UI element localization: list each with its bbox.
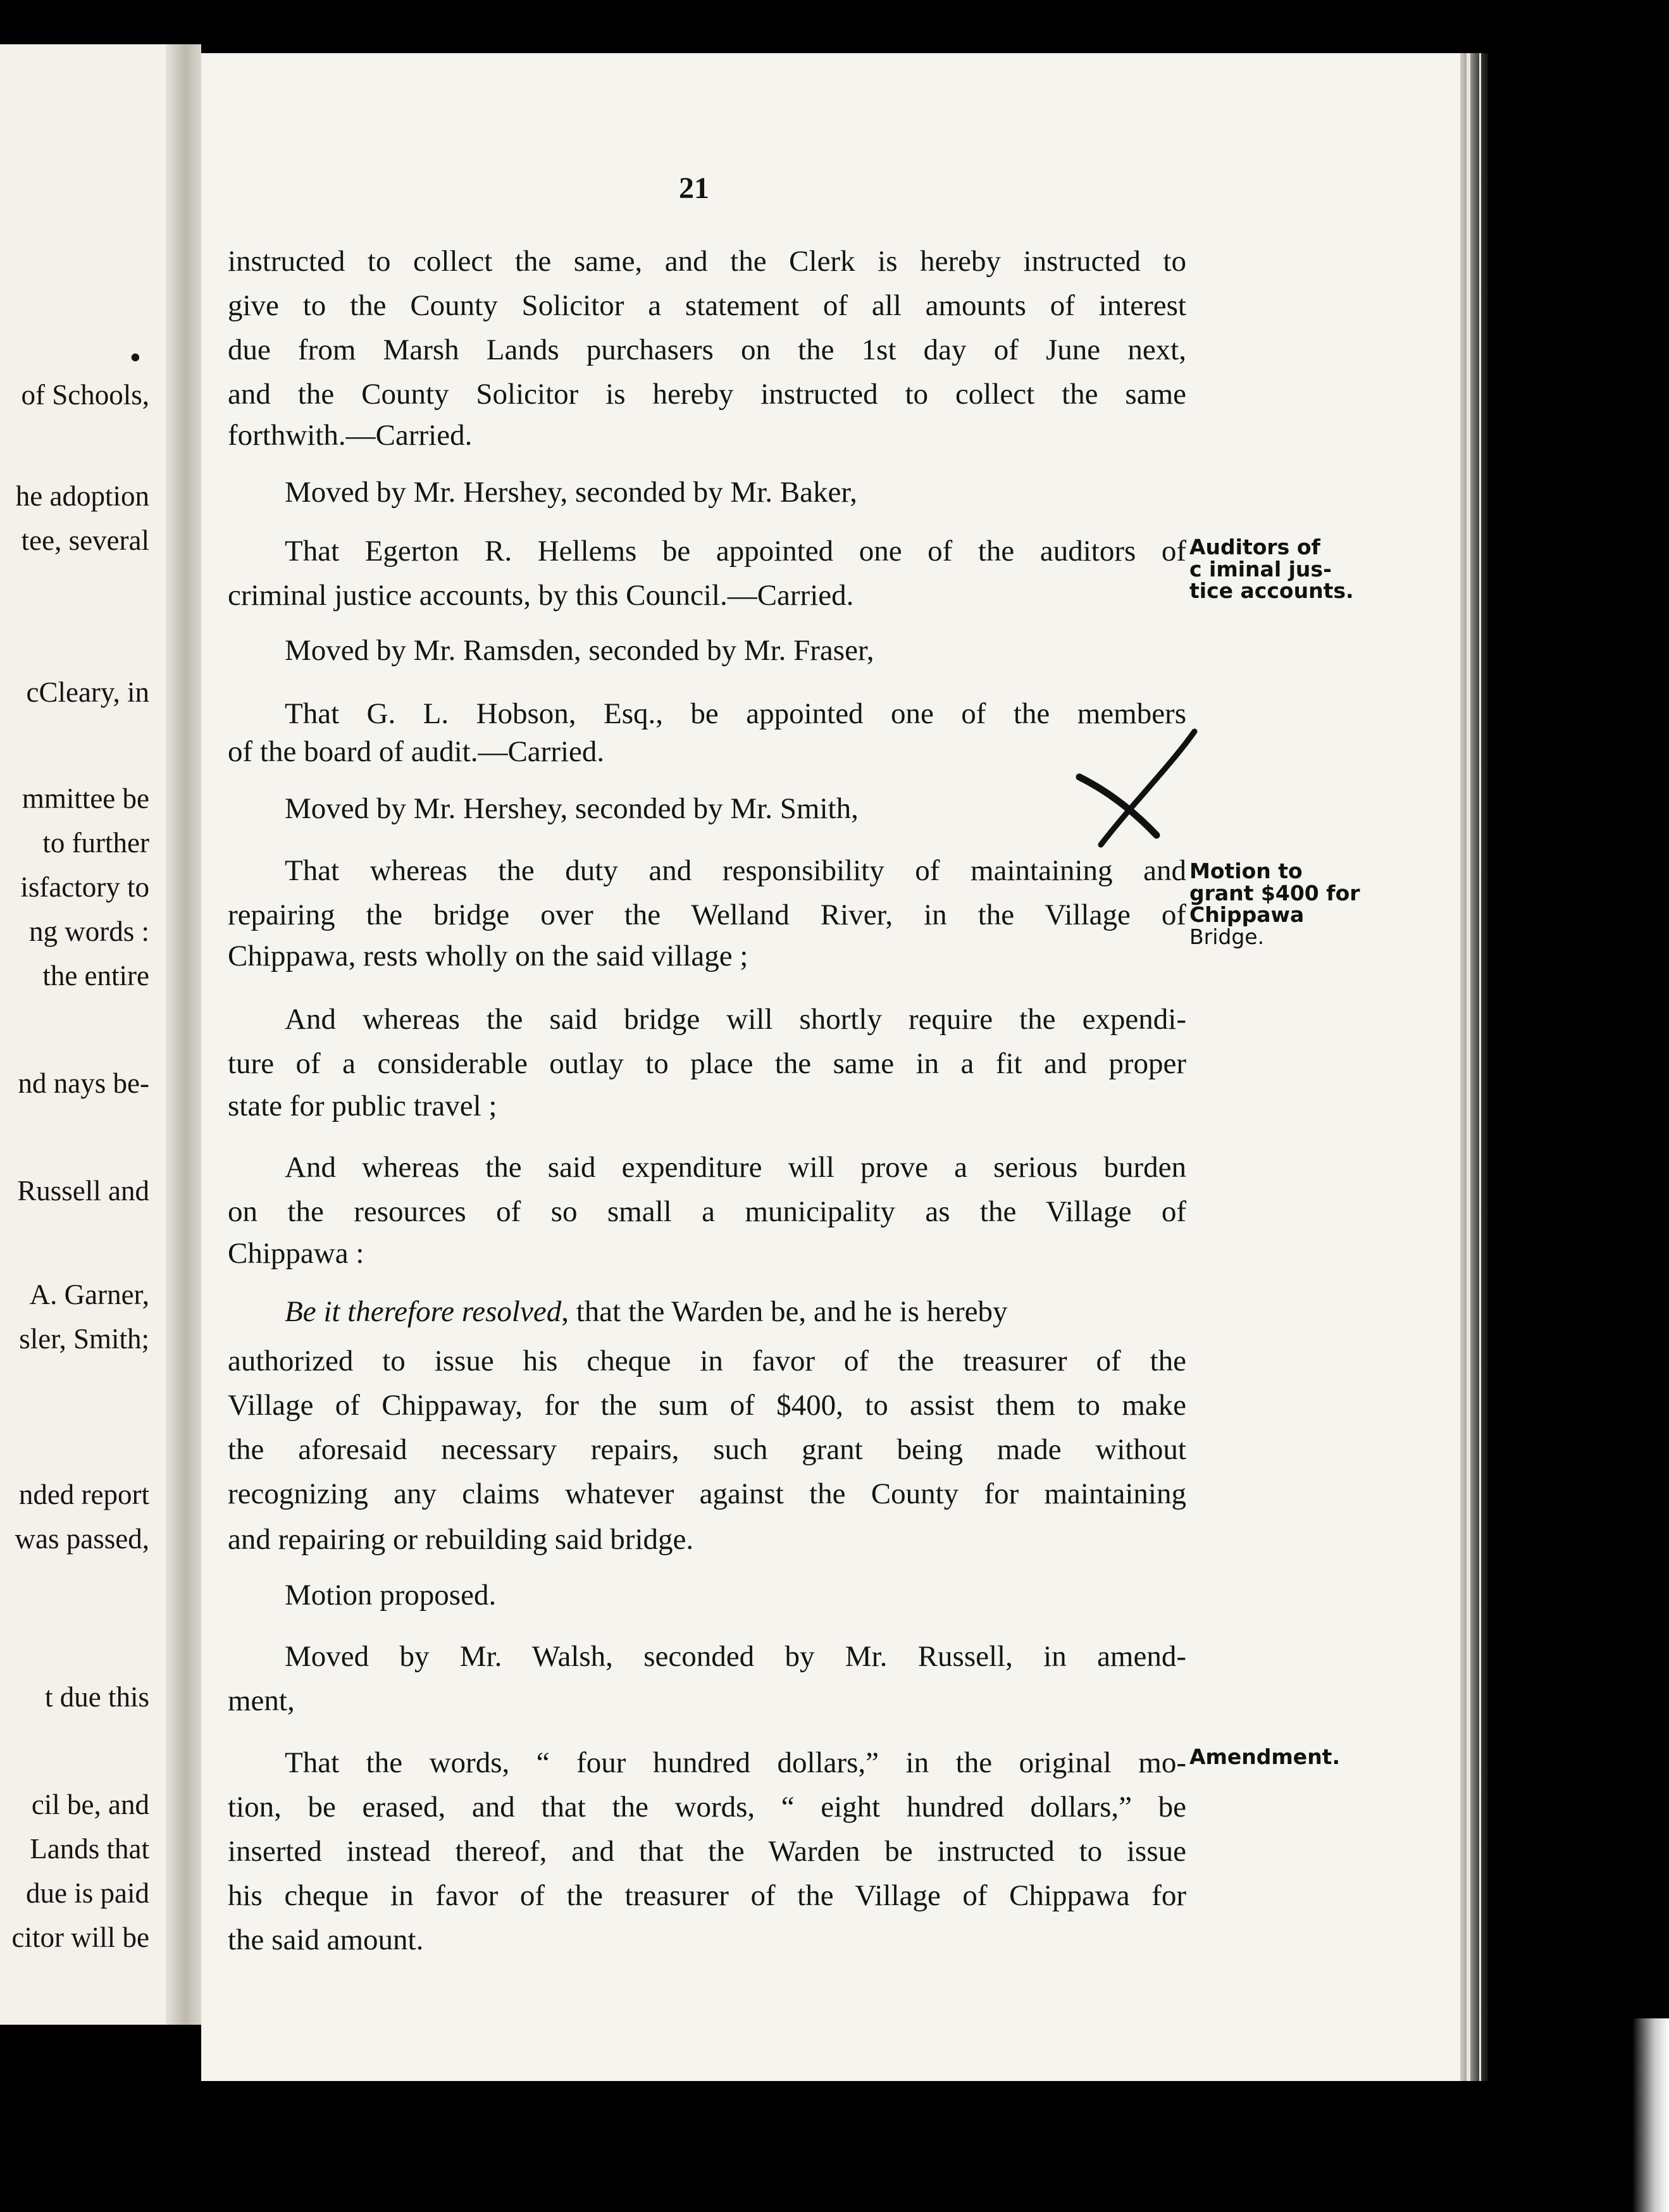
page-edge-shadow — [1460, 53, 1488, 2081]
body-line: ment, — [228, 1684, 295, 1717]
body-line: and repairing or rebuilding said bridge. — [228, 1523, 694, 1556]
left-fragment-line: the entire — [42, 960, 149, 991]
left-fragment-line: sler, Smith; — [19, 1323, 149, 1355]
left-fragment-line: due is paid — [26, 1877, 149, 1909]
body-line: his cheque in favor of the treasurer of the Village of Chippawa for — [228, 1879, 1186, 1912]
left-fragment-line: Lands that — [30, 1833, 149, 1865]
body-line: And whereas the said expenditure will prove a serious burden — [285, 1151, 1186, 1184]
body-line: give to the County Solicitor a statement of all amounts of interest — [228, 289, 1186, 322]
page-number: 21 — [679, 171, 709, 205]
corner-stain — [1632, 2018, 1669, 2212]
body-line: recognizing any claims whatever against the County for maintaining — [228, 1477, 1186, 1510]
body-line: And whereas the said bridge will shortly require the expendi- — [285, 1003, 1186, 1036]
margin-note-motion — [1189, 861, 1360, 948]
margin-dot: • — [130, 341, 140, 373]
body-line: Moved by Mr. Walsh, seconded by Mr. Russell, in amend- — [285, 1640, 1186, 1673]
body-line: state for public travel ; — [228, 1090, 497, 1122]
left-fragment-line: Russell and — [17, 1175, 149, 1207]
body-line: That G. L. Hobson, Esq., be appointed one of the members — [285, 697, 1186, 730]
note-line: Auditors of — [1189, 535, 1320, 559]
body-line: Chippawa, rests wholly on the said village ; — [228, 940, 748, 972]
left-page-fragment — [0, 44, 166, 2025]
body-line: criminal justice accounts, by this Council.—Carried. — [228, 579, 854, 612]
body-line-resolution — [285, 1297, 1186, 1327]
body-line: of the board of audit.—Carried. — [228, 735, 605, 768]
body-line: on the resources of so small a municipality as the Village of — [228, 1195, 1186, 1228]
book-gutter — [166, 44, 201, 2025]
resolution-rest: , that the Warden be, and he is hereby — [561, 1295, 1008, 1328]
body-line: instructed to collect the same, and the Clerk is hereby instructed to — [228, 245, 1186, 278]
body-line: due from Marsh Lands purchasers on the 1st day of June next, — [228, 333, 1186, 366]
resolution-italic: Be it therefore resolved — [285, 1295, 562, 1328]
body-line: Chippawa : — [228, 1237, 364, 1270]
body-line: tion, be erased, and that the words, “ eight hundred dollars,” be — [228, 1791, 1186, 1824]
left-fragment-line: nded report — [18, 1479, 149, 1510]
body-line: That the words, “ four hundred dollars,” in the original mo- — [285, 1746, 1186, 1779]
left-fragment-line: ng words : — [29, 916, 149, 947]
note-line: Motion to — [1189, 859, 1303, 883]
body-line: forthwith.—Carried. — [228, 419, 473, 452]
note-line: Bridge. — [1189, 924, 1265, 949]
body-line: That Egerton R. Hellems be appointed one of the auditors of — [285, 535, 1186, 568]
left-fragment-line: A. Garner, — [29, 1279, 149, 1310]
margin-note-amendment: Amendment. — [1189, 1744, 1340, 1769]
left-fragment-line: he adoption — [15, 480, 149, 512]
body-line: repairing the bridge over the Welland River, in the Village of — [228, 898, 1186, 931]
body-line: Moved by Mr. Hershey, seconded by Mr. Baker, — [285, 476, 857, 509]
body-line: Motion proposed. — [285, 1579, 497, 1612]
body-line: That whereas the duty and responsibility of maintaining and — [285, 854, 1186, 887]
body-line: the said amount. — [228, 1923, 424, 1956]
page-edge-line — [1467, 53, 1470, 2081]
body-line: the aforesaid necessary repairs, such grant being made without — [228, 1433, 1186, 1466]
left-fragment-line: of Schools, — [21, 379, 149, 411]
note-line: tice accounts. — [1189, 578, 1354, 604]
left-fragment-line: citor will be — [11, 1922, 149, 1953]
left-fragment-line: cCleary, in — [26, 676, 149, 708]
note-line: grant $400 for — [1189, 880, 1360, 905]
body-line: ture of a considerable outlay to place the same in a fit and proper — [228, 1047, 1186, 1080]
left-fragment-line: isfactory to — [20, 871, 149, 903]
left-fragment-line: was passed, — [15, 1523, 149, 1555]
margin-note-auditors — [1189, 537, 1354, 602]
handwritten-x-mark — [1076, 728, 1202, 848]
left-fragment-line: t due this — [45, 1681, 149, 1713]
body-line: Village of Chippaway, for the sum of $400, to assist them to make — [228, 1389, 1186, 1422]
note-line: c iminal jus- — [1189, 556, 1332, 581]
page-edge-line — [1479, 53, 1481, 2081]
body-line: inserted instead thereof, and that the Warden be instructed to issue — [228, 1835, 1186, 1868]
body-line: Moved by Mr. Ramsden, seconded by Mr. Fraser, — [285, 634, 874, 667]
body-line: authorized to issue his cheque in favor of the treasurer of the — [228, 1345, 1186, 1377]
left-fragment-line: mmittee be — [22, 783, 149, 814]
left-fragment-line: nd nays be- — [18, 1067, 149, 1099]
left-fragment-line: cil be, and — [31, 1789, 149, 1820]
body-line: Moved by Mr. Hershey, seconded by Mr. Smith, — [285, 792, 859, 825]
body-line: and the County Solicitor is hereby instructed to collect the same — [228, 378, 1186, 411]
left-fragment-line: tee, several — [21, 525, 149, 556]
note-line: Chippawa — [1189, 902, 1305, 928]
left-fragment-line: to further — [42, 827, 149, 859]
